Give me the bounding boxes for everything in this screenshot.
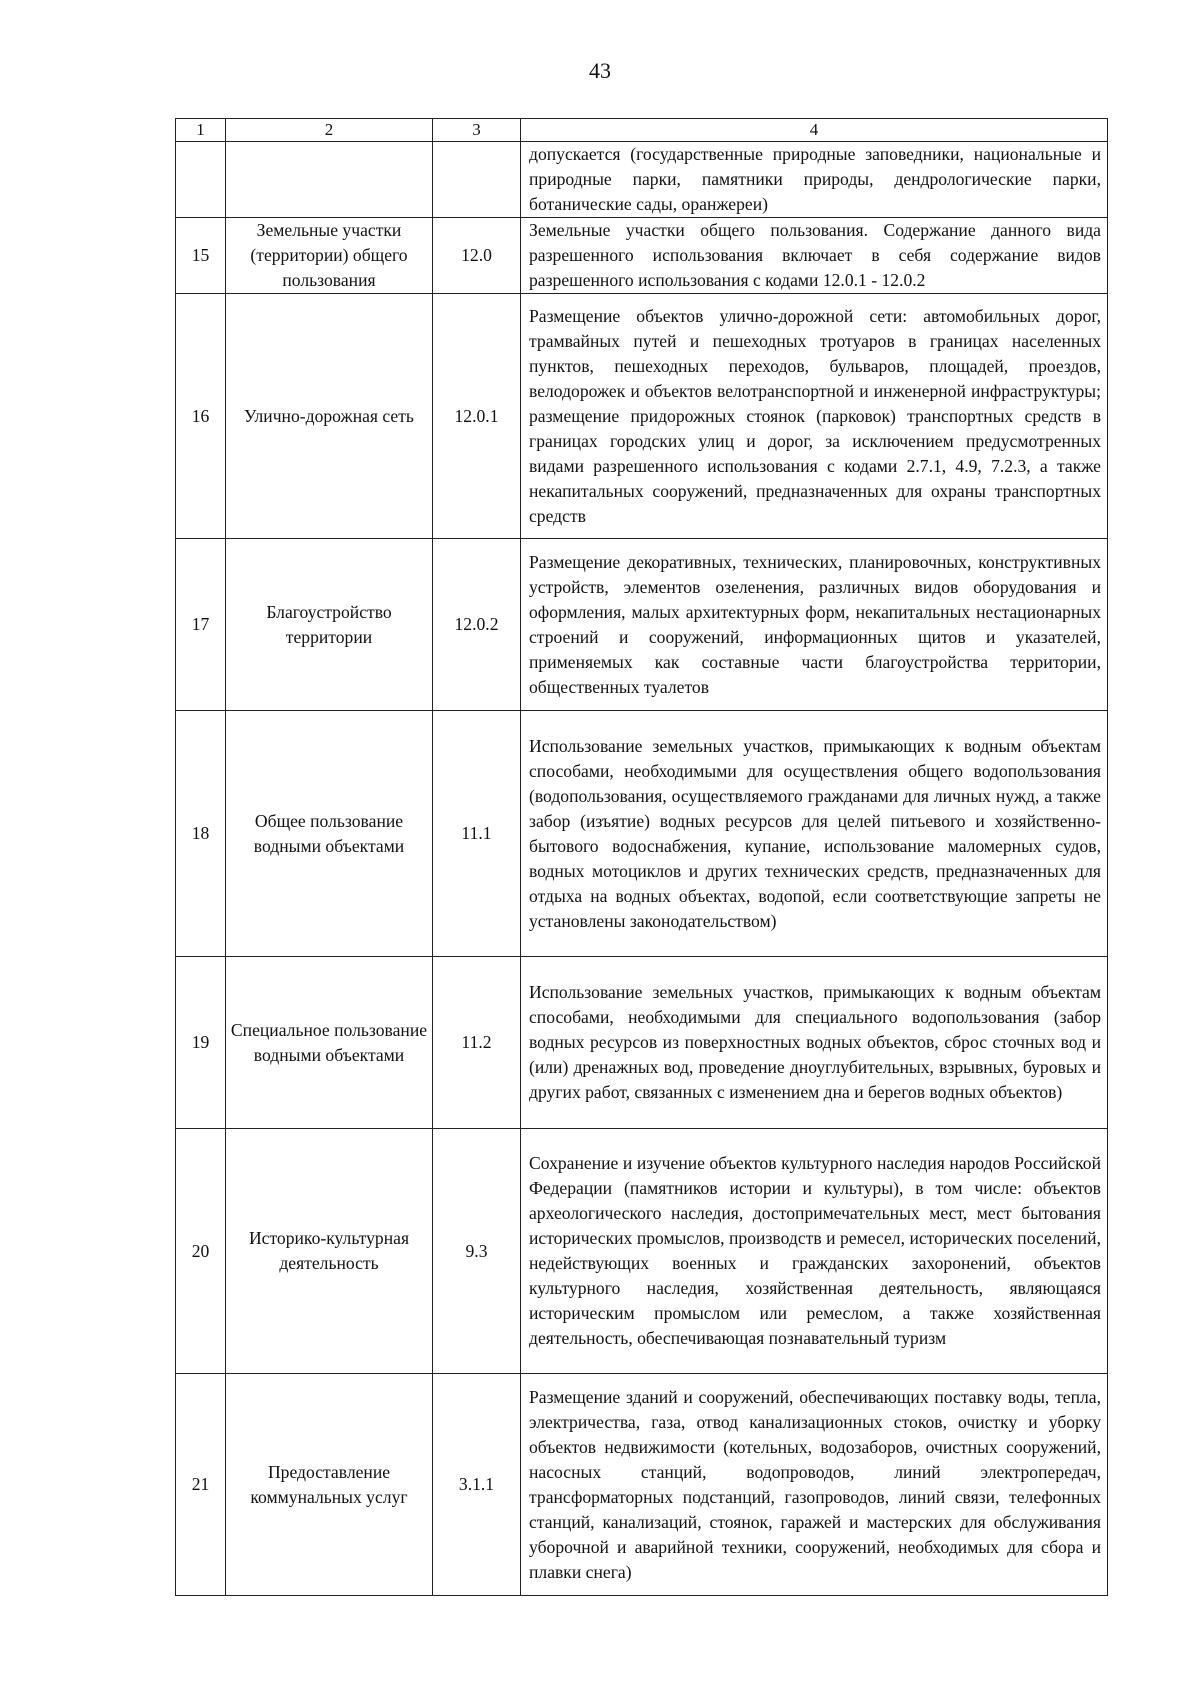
row-code: 3.1.1 <box>433 1374 521 1596</box>
row-description: Размещение зданий и сооружений, обеспечивающих поставку воды, тепла, электричества, газа, отвод канализационных стоков, очистку и уборку объектов недвижимости (котельных, водозаборов, очистных сооружений, насосных станций, водопроводов, линий электропередач, трансформаторных подстанций, газопроводов, линий связи, телефонных станций, канализаций, стоянок, гаражей и мастерских для обслуживания уборочной и аварийной техники, сооружений, необходимых для сбора и плавки снега) <box>521 1374 1108 1596</box>
table-row <box>176 711 1108 957</box>
row-number: 19 <box>176 957 226 1129</box>
row-number: 21 <box>176 1374 226 1596</box>
row-code: 11.2 <box>433 957 521 1129</box>
row-number: 17 <box>176 539 226 711</box>
table-row <box>176 294 1108 539</box>
row-description: Использование земельных участков, примыкающих к водным объектам способами, необходимыми для осуществления общего водопользования (водопользования, осуществляемого гражданами для личных нужд, а также забор (изъятие) водных ресурсов для целей питьевого и хозяйственно-бытового водоснабжения, купание, использование маломерных судов, водных мотоциклов и других технических средств, предназначенных для отдыха на водных объектах, водопой, если соответствующие запреты не установлены законодательством) <box>521 711 1108 957</box>
row-code <box>433 142 521 218</box>
row-code: 12.0.2 <box>433 539 521 711</box>
row-number: 15 <box>176 218 226 294</box>
column-header: 2 <box>226 119 433 142</box>
row-description: Использование земельных участков, примыкающих к водным объектам способами, необходимыми для специального водопользования (забор водных ресурсов из поверхностных водных объектов, сброс сточных вод и (или) дренажных вод, проведение дноуглубительных, взрывных, буровых и других работ, связанных с изменением дна и берегов водных объектов) <box>521 957 1108 1129</box>
table-row <box>176 539 1108 711</box>
table-row <box>176 142 1108 218</box>
row-code: 9.3 <box>433 1129 521 1374</box>
row-name: Общее пользование водными объектами <box>226 711 433 957</box>
row-name: Благоустройство территории <box>226 539 433 711</box>
row-number: 18 <box>176 711 226 957</box>
row-number <box>176 142 226 218</box>
row-code: 12.0 <box>433 218 521 294</box>
row-name: Земельные участки (территории) общего пользования <box>226 218 433 294</box>
table-row <box>176 1129 1108 1374</box>
row-description: допускается (государственные природные заповедники, национальные и природные парки, памятники природы, дендрологические парки, ботанические сады, оранжереи) <box>521 142 1108 218</box>
row-description: Земельные участки общего пользования. Содержание данного вида разрешенного использования включает в себя содержание видов разрешенного использования с кодами 12.0.1 - 12.0.2 <box>521 218 1108 294</box>
row-number: 16 <box>176 294 226 539</box>
column-header: 4 <box>521 119 1108 142</box>
row-name: Историко-культурная деятельность <box>226 1129 433 1374</box>
page-number: 43 <box>589 58 611 83</box>
column-header: 1 <box>176 119 226 142</box>
table-row <box>176 957 1108 1129</box>
header-row <box>176 119 1108 142</box>
table-row <box>176 218 1108 294</box>
row-name <box>226 142 433 218</box>
row-name: Специальное пользование водными объектами <box>226 957 433 1129</box>
row-name: Предоставление коммунальных услуг <box>226 1374 433 1596</box>
row-description: Размещение декоративных, технических, планировочных, конструктивных устройств, элементов озеленения, различных видов оборудования и оформления, малых архитектурных форм, некапитальных нестационарных строений и сооружений, информационных щитов и указателей, применяемых как составные части благоустройства территории, общественных туалетов <box>521 539 1108 711</box>
row-code: 12.0.1 <box>433 294 521 539</box>
row-number: 20 <box>176 1129 226 1374</box>
row-description: Размещение объектов улично-дорожной сети: автомобильных дорог, трамвайных путей и пешеходных тротуаров в границах населенных пунктов, пешеходных переходов, бульваров, площадей, проездов, велодорожек и объектов велотранспортной и инженерной инфраструктуры; размещение придорожных стоянок (парковок) транспортных средств в границах городских улиц и дорог, за исключением предусмотренных видами разрешенного использования с кодами 2.7.1, 4.9, 7.2.3, а также некапитальных сооружений, предназначенных для охраны транспортных средств <box>521 294 1108 539</box>
row-description: Сохранение и изучение объектов культурного наследия народов Российской Федерации (памятников истории и культуры), в том числе: объектов археологического наследия, достопримечательных мест, мест бытования исторических промыслов, производств и ремесел, исторических поселений, недействующих военных и гражданских захоронений, объектов культурного наследия, хозяйственная деятельность, являющаяся историческим промыслом или ремеслом, а также хозяйственная деятельность, обеспечивающая познавательный туризм <box>521 1129 1108 1374</box>
column-header: 3 <box>433 119 521 142</box>
table-row <box>176 1374 1108 1596</box>
land-use-table <box>175 118 1108 1596</box>
row-name: Улично-дорожная сеть <box>226 294 433 539</box>
row-code: 11.1 <box>433 711 521 957</box>
